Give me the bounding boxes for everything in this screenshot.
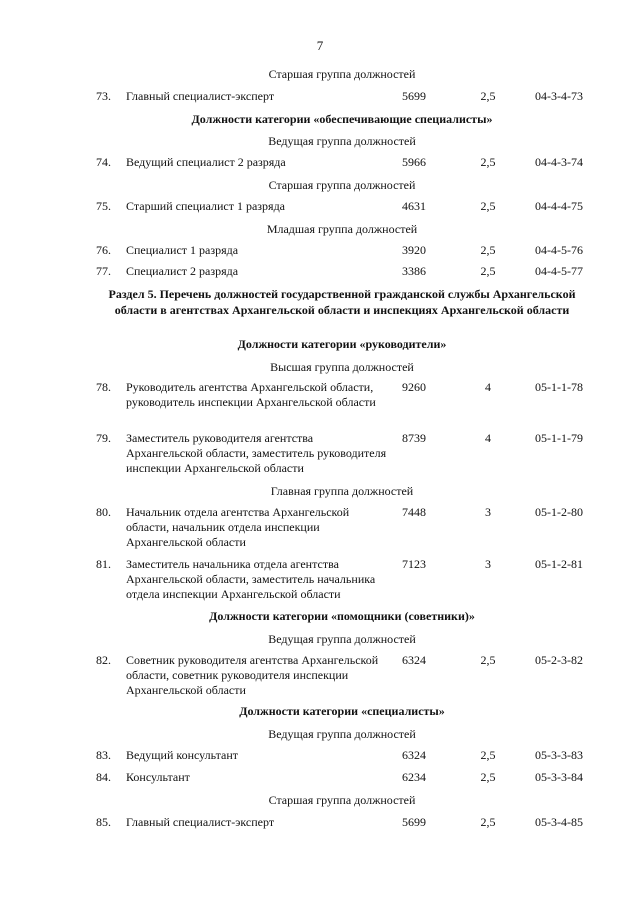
group-heading: Старшая группа должностей: [268, 67, 416, 81]
coefficient-value: 2,5: [480, 89, 496, 103]
position-code: 05-2-3-82: [535, 653, 583, 667]
row-number: 76.: [96, 243, 111, 257]
salary-value: 7448: [402, 505, 426, 519]
coefficient-value: 4: [485, 380, 491, 394]
coefficient-value: 2,5: [480, 815, 496, 829]
group-heading: Ведущая группа должностей: [268, 134, 416, 148]
group-heading: Старшая группа должностей: [268, 178, 416, 192]
position-name: Заместитель начальника отдела агентства Архангельской области, заместитель начальника отдела инспекции Архангельской области: [126, 557, 376, 601]
salary-value: 9260: [402, 380, 426, 394]
salary-value: 8739: [402, 431, 426, 445]
position-code: 04-4-5-77: [535, 264, 583, 278]
group-heading: Главная группа должностей: [270, 484, 414, 498]
position-code: 05-1-1-78: [535, 380, 583, 394]
row-number: 75.: [96, 199, 111, 213]
category-heading: Должности категории «обеспечивающие специалисты»: [191, 112, 493, 126]
coefficient-value: 2,5: [480, 770, 496, 784]
coefficient-value: 2,5: [480, 748, 496, 762]
position-name: Специалист 1 разряда: [126, 243, 239, 257]
salary-value: 5699: [402, 815, 426, 829]
category-heading: Должности категории «руководители»: [237, 337, 447, 351]
position-name: Главный специалист-эксперт: [126, 89, 275, 103]
position-name: Ведущий специалист 2 разряда: [126, 155, 286, 169]
coefficient-value: 2,5: [480, 199, 496, 213]
section-heading: Раздел 5. Перечень должностей государственной гражданской службы Архангельской области в агентствах Архангельской области и инспекциях Архангельской области: [108, 287, 576, 317]
salary-value: 3920: [402, 243, 426, 257]
position-name: Главный специалист-эксперт: [126, 815, 275, 829]
row-number: 74.: [96, 155, 111, 169]
row-number: 84.: [96, 770, 111, 784]
group-heading: Высшая группа должностей: [270, 360, 414, 374]
row-number: 85.: [96, 815, 111, 829]
position-name: Специалист 2 разряда: [126, 264, 239, 278]
salary-value: 5699: [402, 89, 426, 103]
coefficient-value: 2,5: [480, 264, 496, 278]
position-code: 05-1-2-81: [535, 557, 583, 571]
coefficient-value: 2,5: [480, 243, 496, 257]
position-code: 05-3-3-84: [535, 770, 583, 784]
position-name: Ведущий консультант: [126, 748, 239, 762]
salary-value: 6324: [402, 653, 426, 667]
page-number: 7: [316, 38, 324, 53]
position-code: 04-4-5-76: [535, 243, 583, 257]
salary-value: 3386: [402, 264, 426, 278]
category-heading: Должности категории «специалисты»: [239, 704, 445, 718]
row-number: 79.: [96, 431, 111, 445]
row-number: 82.: [96, 653, 111, 667]
salary-value: 4631: [402, 199, 426, 213]
position-code: 05-1-2-80: [535, 505, 583, 519]
salary-value: 6324: [402, 748, 426, 762]
row-number: 78.: [96, 380, 111, 394]
coefficient-value: 3: [485, 505, 491, 519]
position-code: 04-3-4-73: [535, 89, 583, 103]
position-name: Советник руководителя агентства Архангельской области, советник руководителя инспекции Архангельской области: [126, 653, 379, 697]
salary-value: 6234: [402, 770, 426, 784]
group-heading: Старшая группа должностей: [268, 793, 416, 807]
group-heading: Ведущая группа должностей: [268, 727, 416, 741]
category-heading: Должности категории «помощники (советники)»: [209, 609, 475, 623]
position-name: Консультант: [126, 770, 190, 784]
coefficient-value: 2,5: [480, 653, 496, 667]
salary-value: 5966: [402, 155, 426, 169]
position-name: Руководитель агентства Архангельской области, руководитель инспекции Архангельской области: [126, 380, 376, 409]
group-heading: Ведущая группа должностей: [268, 632, 416, 646]
position-name: Начальник отдела агентства Архангельской области, начальник отдела инспекции Архангельской области: [126, 505, 350, 549]
row-number: 83.: [96, 748, 111, 762]
row-number: 77.: [96, 264, 111, 278]
row-number: 81.: [96, 557, 111, 571]
position-code: 05-3-3-83: [535, 748, 583, 762]
position-code: 05-1-1-79: [535, 431, 583, 445]
coefficient-value: 2,5: [480, 155, 496, 169]
salary-value: 7123: [402, 557, 426, 571]
group-heading: Младшая группа должностей: [266, 222, 418, 236]
position-code: 04-4-3-74: [535, 155, 583, 169]
row-number: 80.: [96, 505, 111, 519]
coefficient-value: 3: [485, 557, 491, 571]
row-number: 73.: [96, 89, 111, 103]
position-code: 04-4-4-75: [535, 199, 583, 213]
coefficient-value: 4: [485, 431, 491, 445]
position-name: Заместитель руководителя агентства Архангельской области, заместитель руководителя инспекции Архангельской области: [126, 431, 387, 475]
position-code: 05-3-4-85: [535, 815, 583, 829]
position-name: Старший специалист 1 разряда: [126, 199, 285, 213]
